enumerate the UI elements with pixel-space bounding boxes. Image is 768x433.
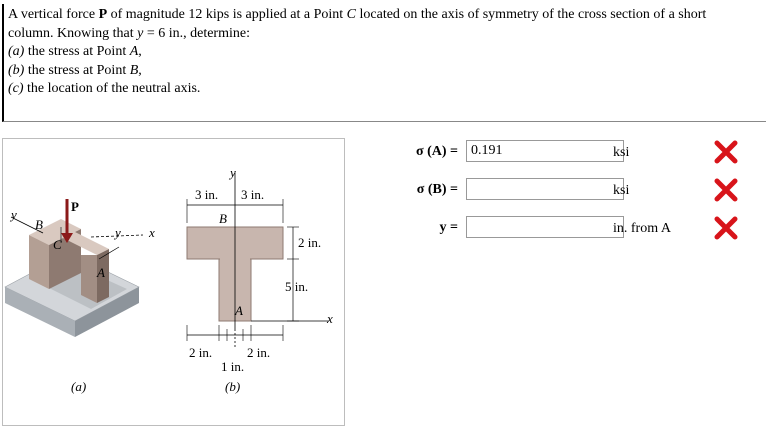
fig-a-label-p: P: [71, 199, 79, 214]
fig-a-label-b: B: [35, 217, 43, 232]
y-symbol: y: [137, 25, 144, 41]
fig-a-label-y-dim: y: [115, 225, 121, 240]
problem-text-segment: the location of the neutral axis.: [23, 81, 201, 97]
problem-text-segment: column. Knowing that: [8, 25, 138, 41]
problem-line-4: [8, 62, 706, 81]
part-b-label: (b): [8, 62, 25, 78]
point-c-symbol: C: [346, 7, 356, 22]
problem-text-segment: the stress at Point: [24, 44, 130, 60]
x-mark-icon: [713, 215, 739, 241]
answer-label-sigma-a: σ (A) =: [415, 144, 458, 159]
fig-b-dim-5in: 5 in.: [285, 279, 309, 294]
figure-a-column: [5, 199, 143, 337]
answer-input-sigma-a[interactable]: [466, 140, 624, 162]
answer-label-sigma-b: σ (B) =: [416, 182, 458, 197]
force-symbol: P: [98, 7, 108, 22]
problem-line-5: [8, 80, 706, 99]
fig-b-dim-3in-right: 3 in.: [241, 187, 265, 202]
answer-input-y[interactable]: [466, 216, 624, 238]
problem-text-segment: ,: [138, 44, 142, 60]
problem-text-segment: located on the axis of symmetry of the cross section of a short: [356, 7, 707, 22]
fig-b-label-b: B: [219, 211, 227, 226]
fig-b-dim-2in-right: 2 in.: [247, 345, 271, 360]
problem-text-segment: = 6 in., determine:: [143, 25, 250, 41]
fig-b-label-a: A: [235, 303, 243, 318]
problem-line-1: [8, 6, 706, 25]
problem-text-segment: A vertical force: [8, 7, 99, 22]
fig-b-dim-1in: 1 in.: [221, 359, 245, 374]
answer-unit-y: in. from A: [613, 221, 671, 236]
fig-b-caption: (b): [225, 379, 241, 394]
problem-figure: [2, 138, 345, 426]
web-left-face: [81, 255, 97, 303]
point-a-symbol: A: [129, 44, 139, 60]
problem-text: [8, 6, 706, 99]
problem-text-segment: the stress at Point: [24, 62, 130, 78]
fig-a-label-c: C: [53, 237, 62, 252]
answer-unit-sigma-a: ksi: [613, 145, 630, 160]
x-mark-icon: [713, 177, 739, 203]
problem-text-segment: ,: [138, 62, 142, 78]
answer-input-sigma-b[interactable]: [466, 178, 624, 200]
answer-label-y: y =: [439, 220, 458, 235]
fig-a-label-x: x: [149, 225, 155, 240]
part-a-label: (a): [8, 44, 25, 60]
problem-statement: [2, 4, 766, 122]
problem-line-2: [8, 25, 706, 44]
fig-b-dim-3in-left: 3 in.: [195, 187, 219, 202]
fig-b-label-y: y: [230, 165, 236, 180]
problem-line-3: [8, 43, 706, 62]
fig-b-label-x: x: [327, 311, 333, 326]
part-c-label: (c): [8, 81, 24, 97]
answer-unit-sigma-b: ksi: [613, 183, 630, 198]
x-mark-icon: [713, 139, 739, 165]
fig-a-caption: (a): [71, 379, 87, 394]
fig-b-dim-2in-flange: 2 in.: [298, 235, 322, 250]
fig-b-dim-2in-left: 2 in.: [189, 345, 213, 360]
figure-drawing: [3, 139, 346, 427]
problem-text-segment: of magnitude 12 kips is applied at a Point: [107, 7, 347, 22]
point-b-symbol: B: [129, 62, 139, 78]
fig-a-label-y: y: [11, 207, 17, 222]
fig-a-label-a: A: [97, 265, 105, 280]
